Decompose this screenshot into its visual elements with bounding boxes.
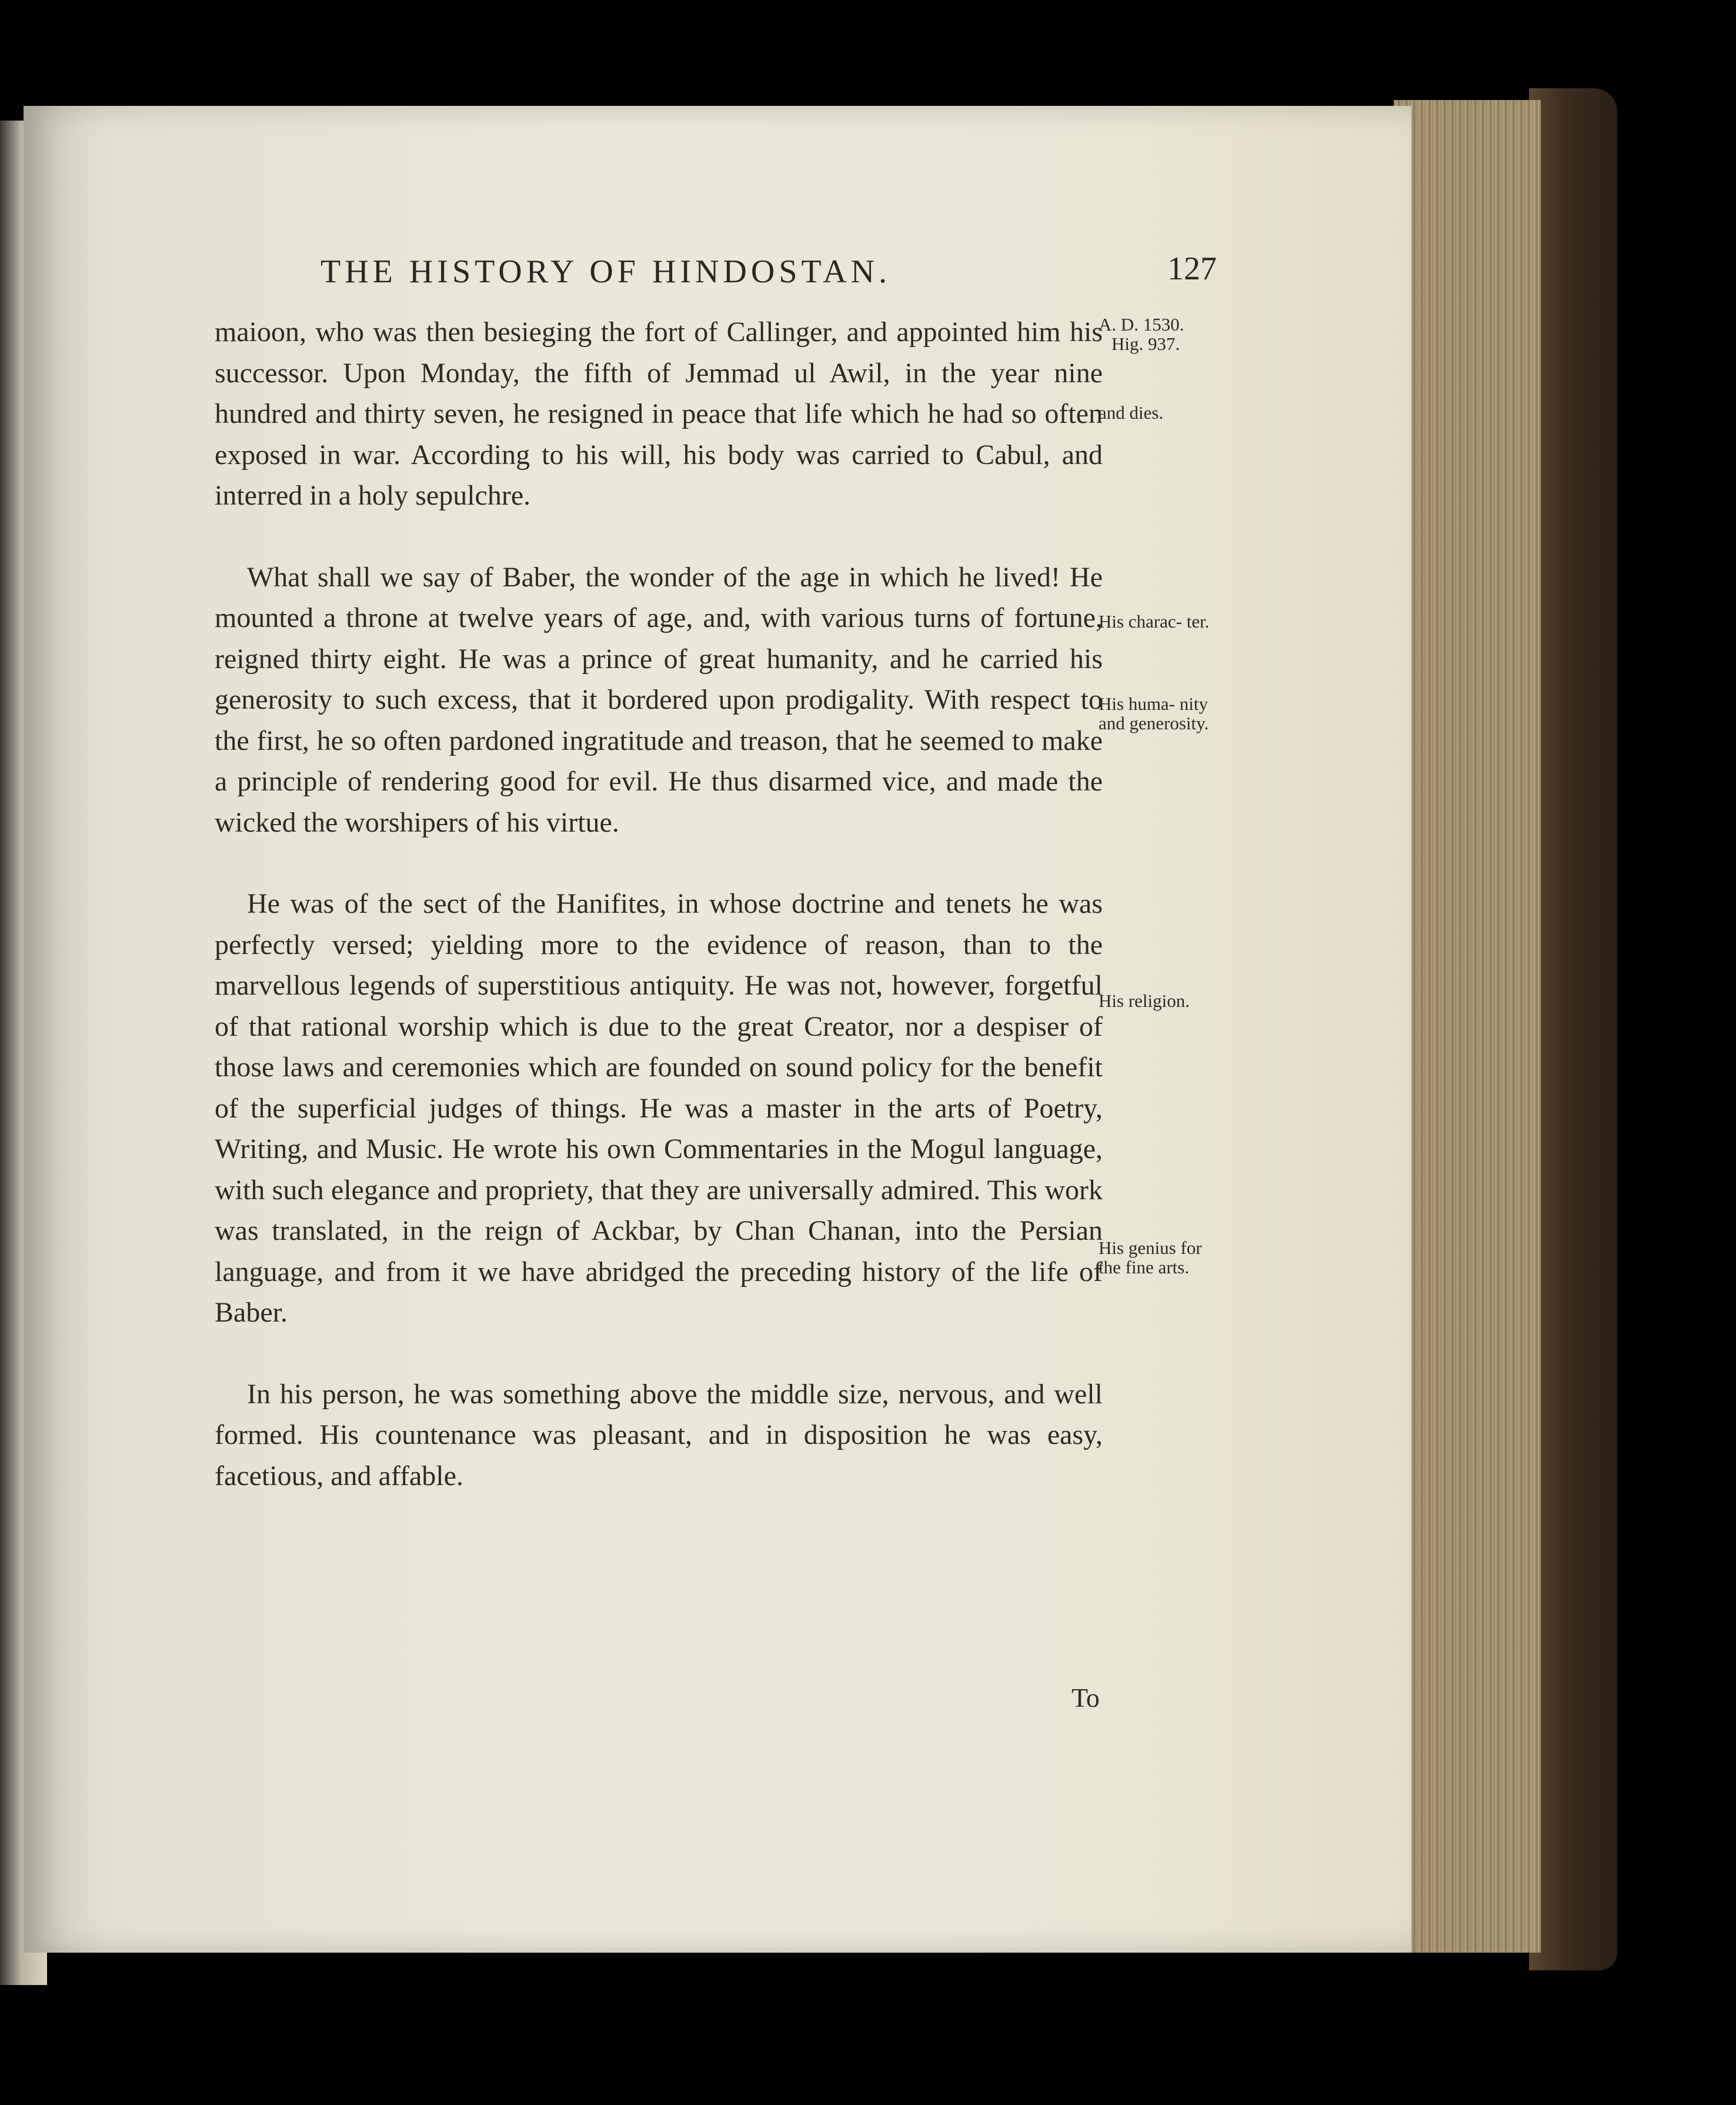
page-edge-stack — [1394, 100, 1541, 1953]
margin-note-date-hig: Hig. 937. — [1111, 333, 1180, 354]
catchword: To — [1071, 1683, 1100, 1713]
paragraph-gap — [215, 516, 1103, 557]
paragraph-4: In his person, he was something above the middle size, nervous, and well formed. His countenance was pleasant, and in disposition he was easy, facetious, and affable. — [215, 1378, 1103, 1492]
body-text — [215, 312, 1103, 1496]
margin-note-date — [1099, 315, 1228, 353]
margin-note-genius: His genius for the fine arts. — [1099, 1237, 1202, 1277]
paragraph-1: maioon, who was then besieging the fort of Callinger, and appointed him his successor. Upon Monday, the fifth of Jemmad ul Awil, in the year nine hundred and thirty seven, he resigned in peace that life which he had so often exposed in war. According to his will, his body was carried to Cabul, and interred in a holy sepulchre. — [215, 316, 1103, 511]
margin-note-date-ad: A. D. 1530. — [1099, 314, 1184, 335]
book-cover-board — [1529, 88, 1617, 1970]
page-number: 127 — [1167, 251, 1217, 287]
paragraph-gap — [215, 1333, 1103, 1374]
margin-note-dies: and dies. — [1099, 402, 1164, 423]
margin-note-religion: His religion. — [1099, 990, 1190, 1011]
paragraph-3: He was of the sect of the Hanifites, in whose doctrine and tenets he was perfectly versed; yielding more to the evidence of reason, than to the marvellous legends of superstitious antiquity. He was not, however, forgetful of that rational worship which is due to the great Creator, nor a despiser of those laws and ceremonies which are founded on sound policy for the benefit of the superficial judges of things. He was a master in the arts of Poetry, Writing, and Music. He wrote his own Commentaries in the Mogul language, with such elegance and propriety, that they are universally admired. This work was translated, in the reign of Ackbar, by Chan Chanan, into the Persian language, and from it we have abridged the preceding history of the life of Baber. — [215, 888, 1103, 1328]
margin-note-character: His charac- ter. — [1099, 611, 1210, 632]
running-title: THE HISTORY OF HINDOSTAN. — [321, 253, 892, 290]
paragraph-2: What shall we say of Baber, the wonder of the age in which he lived! He mounted a throne at twelve years of age, and, with various turns of fortune, reigned thirty eight. He was a prince of great humanity, and he carried his generosity to such excess, that it bordered upon prodigality. With respect to the first, he so often pardoned ingratitude and treason, that he seemed to make a principle of rendering good for evil. He thus disarmed vice, and made the wicked the worshipers of his virtue. — [215, 561, 1103, 838]
paragraph-gap — [215, 843, 1103, 883]
margin-note-humanity: His huma- nity and generosity. — [1099, 693, 1209, 733]
